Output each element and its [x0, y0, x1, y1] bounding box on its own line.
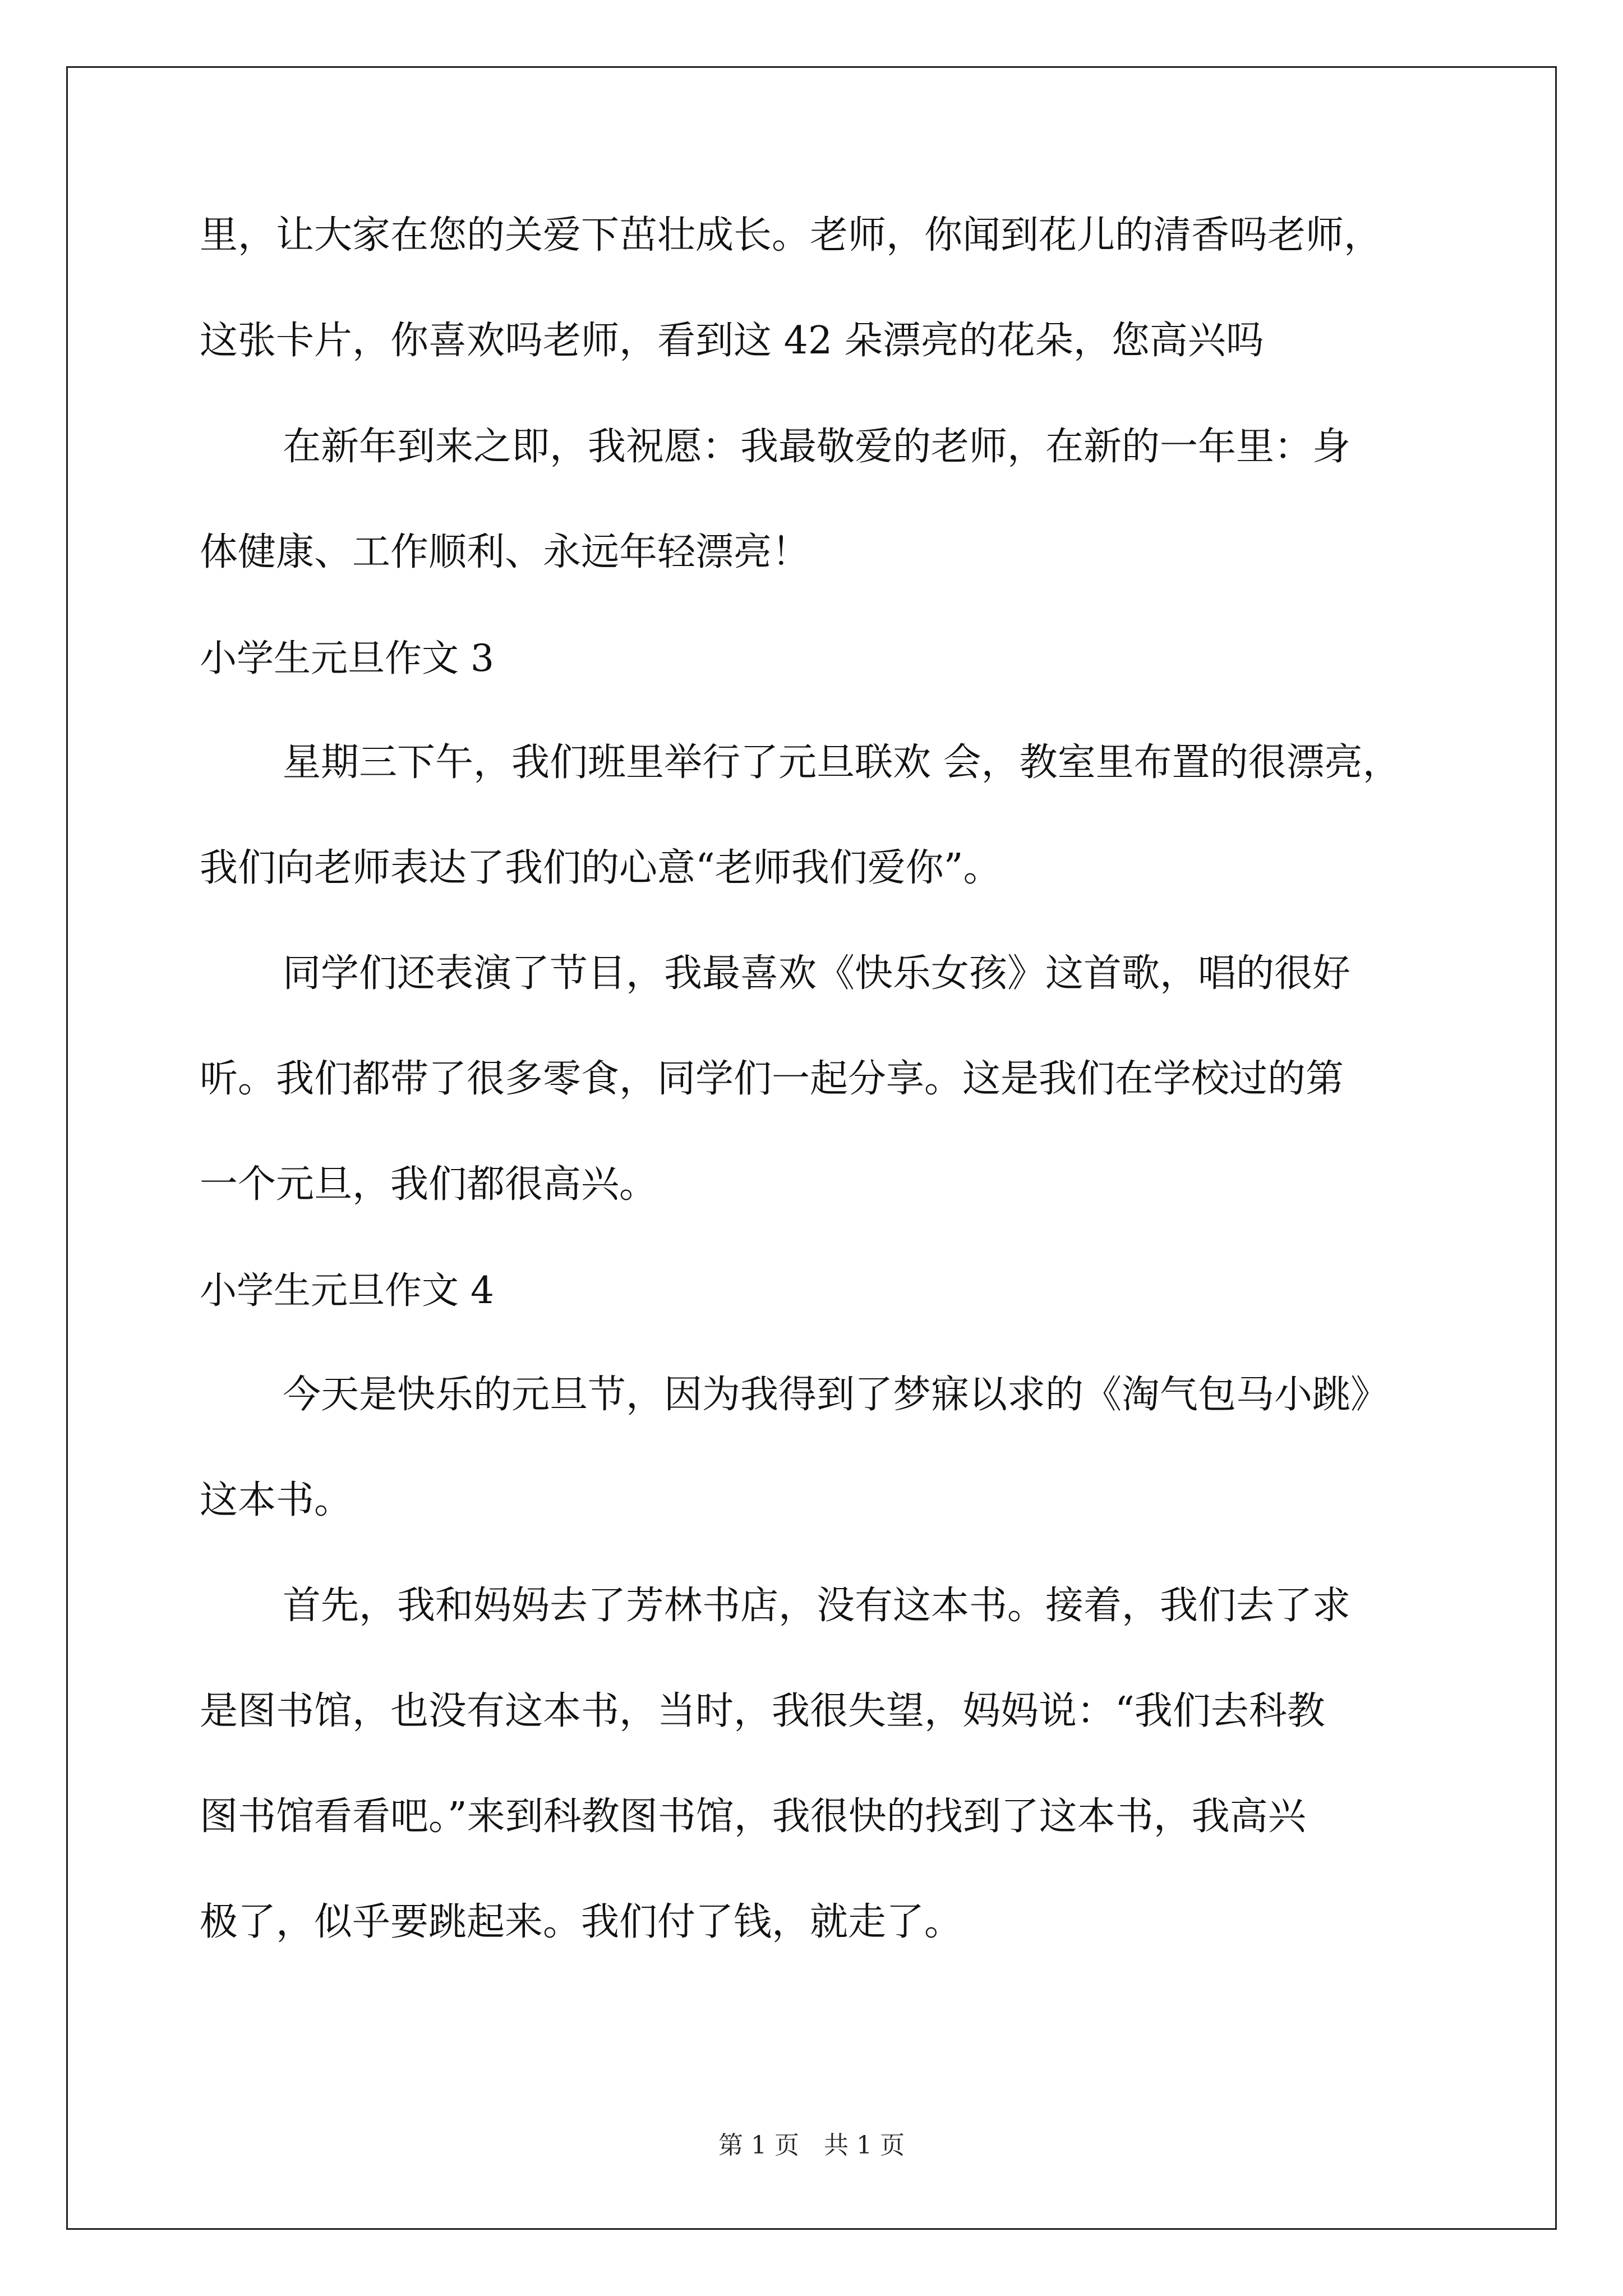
paragraph-start-line: 今天是快乐的元旦节，因为我得到了梦寐以求的《淘气包马小跳》	[283, 1373, 1389, 1417]
paragraph-start-line: 首先，我和妈妈去了芳林书店，没有这本书。接着，我们去了求	[283, 1584, 1351, 1628]
section-heading: 小学生元旦作文 4	[200, 1269, 494, 1312]
section-heading: 小学生元旦作文 3	[200, 637, 494, 680]
text-line: 体健康、工作顺利、永远年轻漂亮！	[200, 530, 810, 574]
text-line: 是图书馆，也没有这本书，当时，我很失望，妈妈说：“我们去科教	[200, 1689, 1325, 1733]
text-line: 一个元旦，我们都很高兴。	[200, 1162, 658, 1207]
text-line: 我们向老师表达了我们的心意“老师我们爱你”。	[200, 846, 1002, 890]
text-line: 里，让大家在您的关爱下茁壮成长。老师，你闻到花儿的清香吗老师，	[200, 213, 1382, 257]
paragraph-start-line: 同学们还表演了节目，我最喜欢《快乐女孩》这首歌，唱的很好	[283, 951, 1351, 996]
paragraph-start-line: 星期三下午，我们班里举行了元旦联欢 会，教室里布置的很漂亮，	[283, 740, 1401, 785]
page-number-footer: 第 1 页 共 1 页	[718, 2131, 905, 2160]
text-line: 极了，似乎要跳起来。我们付了钱，就走了。	[200, 1900, 963, 1944]
text-line: 图书馆看看吧。”来到科教图书馆，我很快的找到了这本书，我高兴	[200, 1795, 1306, 1839]
text-line: 听。我们都带了很多零食，同学们一起分享。这是我们在学校过的第	[200, 1057, 1344, 1101]
text-line: 这张卡片，你喜欢吗老师，看到这 42 朵漂亮的花朵，您高兴吗	[200, 319, 1264, 363]
paragraph-start-line: 在新年到来之即，我祝愿：我最敬爱的老师，在新的一年里：身	[283, 425, 1351, 469]
text-line: 这本书。	[200, 1478, 353, 1522]
